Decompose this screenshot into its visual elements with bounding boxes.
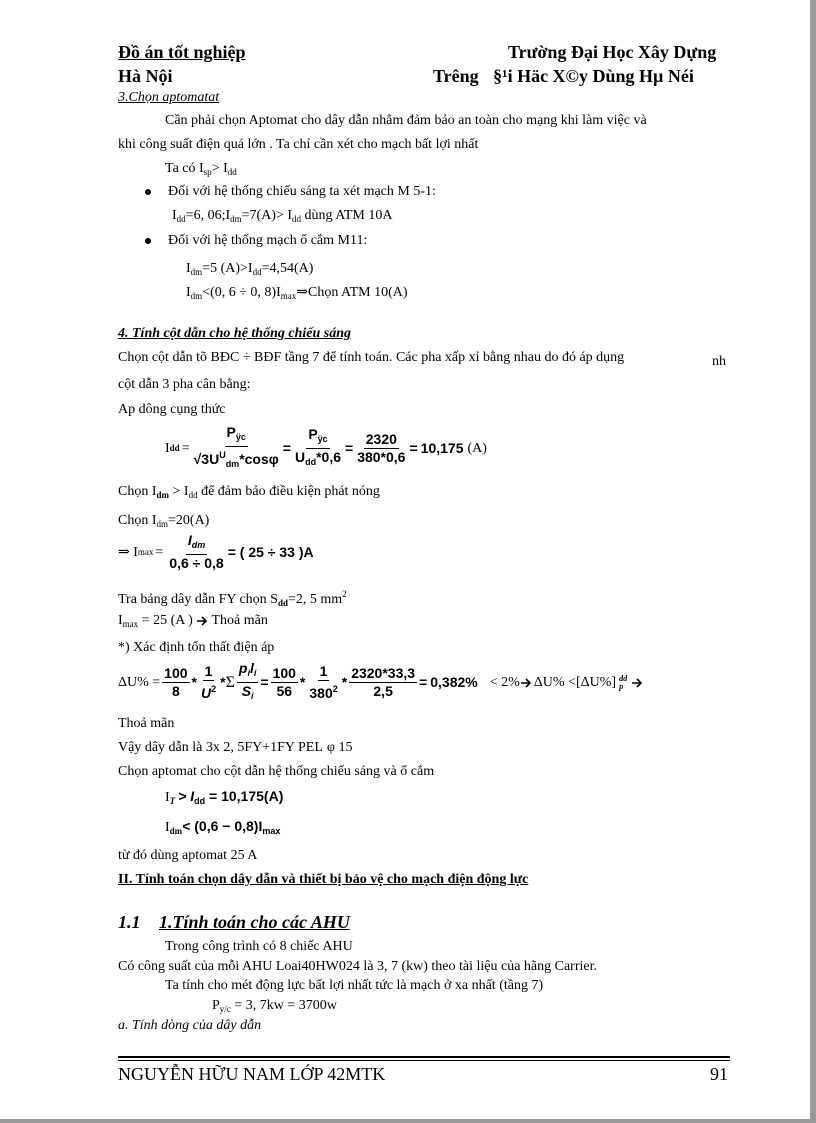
s4-thoa-man: Thoả mãn: [118, 716, 175, 731]
s4-chon-1: Chọn $I_{dm} > I_{dd}$ để đảm bảo điều kiện phát nóng: [118, 484, 380, 500]
heading-1-1-number: 1.1: [118, 912, 141, 932]
vd-frac-4: $\frac{100}{56}$: [272, 665, 296, 699]
s4-chon-aptomat: Chọn aptomat cho cột dẫn hệ thống chiếu sáng và ổ cắm: [118, 764, 435, 779]
vd-frac-3: $\frac{p_il_i}{S_i}$: [238, 660, 257, 701]
s2-paragraph-1: Trong công trình có 8 chiếc AHU: [165, 939, 353, 954]
s4-paragraph-3: Ap dông cụng thức: [118, 402, 226, 417]
footer-page-number: 91: [710, 1064, 728, 1084]
header-left: Đồ án tốt nghiệp: [118, 42, 246, 62]
equation-voltage-drop: ΔU% = $\frac{100}{8}$ * $\frac{1}{U^2}$ * Σ $\frac{p_il_i}{S_i}$ = $\frac{100}{56}$ * $\frac{1}{380^2}$ * $\frac{2320*33,3}{2,5}$ = 0,382% < 2% ΔU% <[ΔU%] dd p: [118, 660, 643, 705]
s2-power: $P_{y/c} = 3$, 7kw = 3700w: [212, 998, 337, 1014]
arrow-right-icon: [196, 616, 208, 626]
s2-paragraph-2: Có công suất của mỗi AHU Loai40HW024 là 3, 7 (kw) theo tài liệu của hãng Carrier.: [118, 959, 597, 974]
fraction-3: $\frac{2320}{380*0,6}$: [357, 431, 406, 465]
vd-frac-1: $\frac{100}{8}$: [164, 665, 188, 699]
header-right-2-b: §¹i Häc X©y Dùng Hµ Néi: [493, 66, 694, 86]
fraction-2: $\frac{P_{ÿc}}{U_{dd}*0,6}$: [294, 426, 342, 467]
vd-frac-5: $\frac{1}{380^2}$: [309, 663, 338, 701]
footer-author: NGUYỄN HỮU NAM LỚP 42MTK: [118, 1064, 386, 1084]
s4-xac-dinh: *) Xác định tổn thất điện áp: [118, 640, 275, 655]
section-3-title: [118, 89, 219, 106]
arrow-right-icon: [631, 678, 643, 688]
page-shadow-right: [810, 0, 816, 1123]
vd-frac-6: $\frac{2320*33,3}{2,5}$: [351, 665, 416, 699]
footer-rule-bottom: [118, 1060, 730, 1061]
equation-idm: $I_{dm}< (0,6 - 0,8)I_{max}$: [165, 818, 281, 836]
equation-imax: ⇒ I max = $\frac{I_{dm}}{0,6 \div 0,8}$ = ( 25 ÷ 33 )A: [118, 532, 314, 571]
header-left-2: Hà Nội: [118, 66, 173, 86]
s4-paragraph-1: Chọn cột dẫn tõ BĐC ÷ BĐF tầng 7 để tính toán. Các pha xấp xỉ bằng nhau do đó áp dụng: [118, 350, 625, 365]
section-4-title: 4. Tính cột dẫn cho hệ thống chiếu sáng: [118, 326, 351, 341]
s2-subsection-a: a. Tính dòng của dây dẫn: [118, 1018, 262, 1033]
s3-bullet-2-line-2: $I_{dm}<(0$, 6 ÷ 0, $8)I_{max}\Rightarrow Chọn$ ATM 10(A): [186, 285, 408, 301]
s3-paragraph-1: Cần phải chọn Aptomat cho dây dẫn nhằm đảm bảo an toàn cho mạng khi làm việc và: [165, 113, 647, 128]
s2-paragraph-3: Ta tính cho mét động lực bất lợi nhất tức là mạch ở xa nhất (tầng 7): [165, 978, 544, 993]
s4-chon-2: Chọn $I_{dm}=20(A)$: [118, 513, 210, 529]
s4-tra-bang: Tra bảng dây dẫn FY chọn $S_{dd}=2$, 5 $mm^2$: [118, 589, 347, 608]
s3-bullet-2: Đối với hệ thống mạch ổ cắm M11:: [168, 233, 368, 248]
section-II-title: II. Tính toán chọn dây dẫn và thiết bị bảo vệ cho mạch điện động lực: [118, 872, 529, 887]
header-right-2-a: Trêng: [433, 66, 479, 86]
s4-vay: Vậy dây dẫn là 3x 2, 5FY+1FY PEL φ 15: [118, 740, 353, 755]
s4-paragraph-2: cột dẫn 3 pha cân bằng:: [118, 377, 251, 392]
bullet-dot: [145, 238, 151, 244]
s3-bullet-1: Đối với hệ thống chiếu sáng ta xét mạch M 5-1:: [168, 184, 436, 199]
s4-paragraph-1-tail: nh: [712, 354, 726, 369]
fraction-imax: $\frac{I_{dm}}{0,6 \div 0,8}$: [169, 532, 224, 571]
footer-rule-top: [118, 1056, 730, 1058]
fraction-1: $\frac{P_{ÿc}}{√3U^U_{dm}*\cos\varphi}$: [193, 424, 279, 469]
header-right-2: [433, 66, 694, 87]
heading-1-1: [118, 912, 350, 933]
s3-bullet-1-line: $I_{dd}=6$, $06;I_{dm}=7(A)> I_{dd}$ dùng ATM 10A: [172, 208, 393, 224]
section-3-title-text: 3.Chọn aptomatat: [118, 90, 220, 105]
page-shadow-bottom: [0, 1119, 816, 1123]
s4-imax-result: $I_{max} = 25$ (A ) Thoả mãn: [118, 613, 268, 629]
s3-bullet-2-line-1: $I_{dm}=5$ $(A)>I_{dd}=4,54(A)$: [186, 261, 314, 277]
bullet-dot: [145, 189, 151, 195]
equation-current: I dd = $\frac{P_{ÿc}}{√3U^U_{dm}*\cos\varphi}$ = $\frac{P_{ÿc}}{U_{dd}*0,6}$ = $\frac{2320}{380*0,6}$ = 10,175 (A): [165, 424, 487, 473]
s4-tu-do: từ đó dùng aptomat 25 A: [118, 848, 258, 863]
arrow-right-icon: [520, 678, 532, 688]
equation-it: $I_T > I_{dd} = 10,175(A)$: [165, 788, 284, 806]
s3-ta-co: Ta có $I_{sp}> I_{dd}$: [165, 161, 237, 177]
s3-paragraph-2: khi công suất điện quá lớn . Ta chỉ cần xét cho mạch bất lợi nhất: [118, 137, 479, 152]
vd-frac-2: $\frac{1}{U^2}$: [200, 663, 217, 701]
heading-1-1-text: 1.Tính toán cho các AHU: [159, 912, 350, 932]
header-right: Trường Đại Học Xây Dựng: [508, 42, 717, 62]
